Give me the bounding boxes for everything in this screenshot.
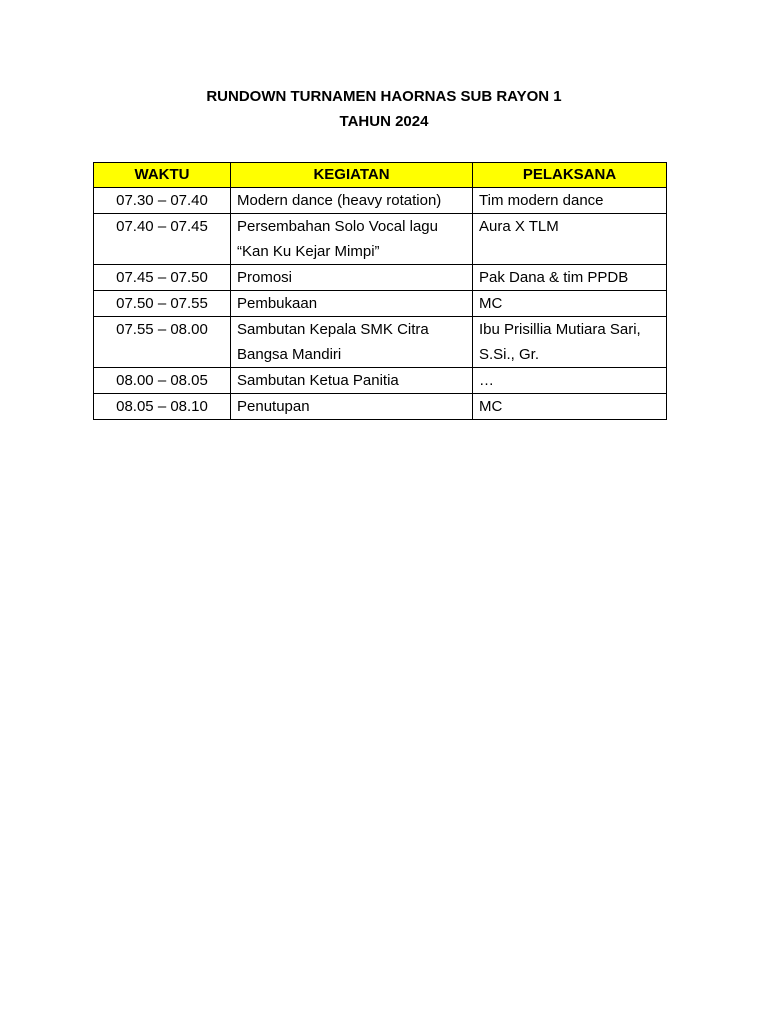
cell-waktu: 07.30 – 07.40: [94, 188, 231, 214]
rundown-table: [93, 162, 667, 420]
document-subtitle-year: TAHUN 2024: [339, 113, 429, 130]
cell-pelaksana: …: [473, 368, 667, 394]
cell-waktu: 08.05 – 08.10: [94, 394, 231, 420]
table-row: [94, 265, 667, 291]
table-row: [94, 291, 667, 317]
cell-pelaksana: Pak Dana & tim PPDB: [473, 265, 667, 291]
cell-pelaksana: Tim modern dance: [473, 188, 667, 214]
cell-pelaksana: Aura X TLM: [473, 214, 667, 265]
cell-waktu: 07.50 – 07.55: [94, 291, 231, 317]
cell-kegiatan: Sambutan Kepala SMK Citra Bangsa Mandiri: [231, 317, 473, 368]
header-pelaksana: PELAKSANA: [473, 163, 667, 188]
table-row: [94, 188, 667, 214]
cell-pelaksana: Ibu Prisillia Mutiara Sari, S.Si., Gr.: [473, 317, 667, 368]
cell-kegiatan: Modern dance (heavy rotation): [231, 188, 473, 214]
header-waktu: WAKTU: [94, 163, 231, 188]
cell-kegiatan: Promosi: [231, 265, 473, 291]
cell-pelaksana: MC: [473, 394, 667, 420]
table-header-row: [94, 163, 667, 188]
cell-waktu: 08.00 – 08.05: [94, 368, 231, 394]
cell-kegiatan: Penutupan: [231, 394, 473, 420]
cell-pelaksana: MC: [473, 291, 667, 317]
table-row: [94, 214, 667, 265]
cell-waktu: 07.40 – 07.45: [94, 214, 231, 265]
document-title: RUNDOWN TURNAMEN HAORNAS SUB RAYON 1: [206, 88, 562, 105]
cell-waktu: 07.45 – 07.50: [94, 265, 231, 291]
cell-kegiatan: Persembahan Solo Vocal lagu “Kan Ku Kejar Mimpi”: [231, 214, 473, 265]
table-row: [94, 394, 667, 420]
cell-kegiatan: Pembukaan: [231, 291, 473, 317]
cell-waktu: 07.55 – 08.00: [94, 317, 231, 368]
table-row: [94, 317, 667, 368]
cell-kegiatan: Sambutan Ketua Panitia: [231, 368, 473, 394]
table-row: [94, 368, 667, 394]
header-kegiatan: KEGIATAN: [231, 163, 473, 188]
